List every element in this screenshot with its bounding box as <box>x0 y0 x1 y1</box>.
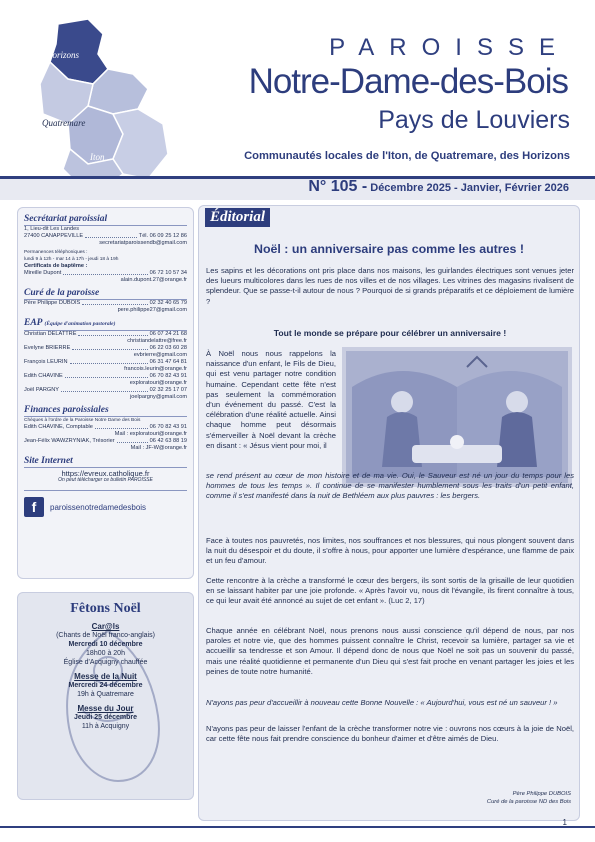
editorial-paragraph-4: Cette rencontre à la crèche a transformé le cœur des bergers, ils sont sortis de la grisaille de leur quotidien en se laissant habiter par une joie profonde. « Après l'avoir vu, nous dit l'évangile, ils firent connaître à tous, ce qui leur avait été annoncé au sujet de cet enfant ». (Luc 2, 17) <box>206 576 574 606</box>
finances-row-2 <box>24 438 187 445</box>
map-label-horizons: Horizons <box>46 50 80 60</box>
event-title: Messe du Jour <box>77 704 134 713</box>
event-detail: Mercredi 10 décembre <box>68 641 143 648</box>
finances-note: Chèques à l'ordre de la Paroisse Notre Dame des Bois <box>24 418 141 423</box>
eap-member-phone: 06 70 82 43 91 <box>149 373 187 379</box>
secretariat-address-row <box>24 233 187 240</box>
baptism-title: Certificats de baptême : <box>24 263 88 269</box>
eap-member-email[interactable]: francois.leurin@orange.fr <box>124 366 187 372</box>
eap-member-name: François LEURIN <box>24 359 68 365</box>
eap-member-name: Évelyne BRIERRE <box>24 345 71 351</box>
event-detail: Jeudi 25 décembre <box>73 714 138 721</box>
eap-member-email[interactable]: joelpargny@gmail.com <box>130 394 187 400</box>
eap-member-email[interactable]: evbrierre@gmail.com <box>133 352 187 358</box>
accountant-phone: 06 70 82 43 91 <box>149 424 187 430</box>
editorial-paragraph-5: Chaque année en célébrant Noël, nous prenons nous aussi conscience qu'il dépend de nous, par nos paroles et notre vie, que des hommes puissent connaître le Christ, recevoir sa lumière, partager sa vie et accueillir sa tendresse et son Amour. Il dépend donc de nous que Noël ne soit pas un souvenir du passé, mais une réalité quotidienne et permanente d'un Dieu qui s'est fait proche en venant partager les joies et les peines de toute notre humanité. <box>206 626 574 676</box>
facebook-icon: f <box>24 497 44 517</box>
secretariat-email[interactable]: secretariatparoissendb@gmail.com <box>99 240 187 246</box>
finances-row-1 <box>24 424 187 431</box>
event-title: Messe de la Nuit <box>74 672 137 681</box>
cure-title: Curé de la paroisse <box>24 288 187 300</box>
editorial-signature-name: Père Philippe DUBOIS <box>512 791 571 797</box>
site-url-link[interactable]: https://evreux.catholique.fr <box>61 469 150 478</box>
editorial-headline: Noël : un anniversaire pas comme les autres ! <box>254 242 524 256</box>
issue-info <box>308 178 569 196</box>
baptism-phone: 06 72 10 57 34 <box>149 270 187 276</box>
footer-rule <box>0 826 595 828</box>
event-detail: Mercredi 24 décembre <box>68 682 143 689</box>
christmas-events <box>18 622 193 731</box>
facebook-label: paroissenotredamedesbois <box>50 502 147 512</box>
site-title: Site Internet <box>24 456 187 468</box>
eap-member-row <box>24 387 187 394</box>
eap-member-row <box>24 359 187 366</box>
map-label-quatremare: Quatremare <box>42 118 86 128</box>
eap-member-phone: 06 31 47 64 81 <box>149 359 187 365</box>
parish-map-logo <box>28 14 188 194</box>
site-note: On peut télécharger ce bulletin PAROISSE <box>58 477 153 483</box>
editorial-label: Éditorial <box>205 208 270 227</box>
parish-name: Notre-Dame-des-Bois <box>248 62 568 101</box>
editorial-paragraph-7: N'ayons pas peur de laisser l'enfant de la crèche transformer notre vie : ouvrons nos cœurs à la joie de Noël, car cette fête nous fait prendre conscience du bonheur d'aimer et d'être aimés de Dieu. <box>206 724 574 744</box>
page-number: 1 <box>562 818 567 827</box>
cure-row <box>24 300 187 307</box>
editorial-paragraph-2b <box>206 471 574 502</box>
eap-title-text: EAP <box>24 318 43 328</box>
editorial-subhead: Tout le monde se prépare pour célébrer un anniversaire ! <box>273 328 507 338</box>
baptism-email[interactable]: alain.dupont.27@orange.fr <box>120 277 187 283</box>
editorial-paragraph-1: Les sapins et les décorations ont pris place dans nos maisons, les guirlandes électriques sont venues jeter des lueurs multicolores dans les rues de nos villes et de nos villages. Les vitrines des magasins rivalisent de splendeur. Que se passe-t-il autour de nous ? Pourquoi de si grands préparatifs et ce déploiement de lumière ? <box>206 266 574 306</box>
editorial-paragraph-2b-text: se rend présent au cœur de mon histoire et de ma vie. Oui, le Sauveur est né un jour du temps pour les hommes de tous les temps ». Il continue de se manifester humblement sous les traits d'un petit enfant, comme il s'est manifesté dans la nuit de Bethléem aux plus pauvres : les bergers. <box>206 471 574 501</box>
accountant-name: Edith CHAVINE, Comptable <box>24 424 93 430</box>
paroisse-title: PAROISSE <box>329 34 570 61</box>
facebook-link[interactable] <box>24 490 187 517</box>
eap-member-email[interactable]: christiandelattre@free.fr <box>127 338 187 344</box>
christmas-events-panel <box>17 592 194 800</box>
eap-member-row <box>24 331 187 338</box>
editorial-paragraph-6 <box>206 698 574 708</box>
eap-member-name: Edith CHAVINE <box>24 373 63 379</box>
event-detail: 19h à Quatremare <box>77 691 134 698</box>
treasurer-name: Jean-Félix WAWZRYNIAK, Trésorier <box>24 438 115 444</box>
cure-email[interactable]: pere.philippe27@gmail.com <box>117 307 187 313</box>
contacts-panel <box>17 207 194 579</box>
permanence-title: Permanences téléphoniques : <box>24 250 88 255</box>
region-name: Pays de Louviers <box>378 106 570 134</box>
eap-member-phone: 02 32 25 17 07 <box>149 387 187 393</box>
treasurer-phone: 06 42 63 88 19 <box>149 438 187 444</box>
eap-member-phone: 06 22 03 60 28 <box>149 345 187 351</box>
eap-member-name: Christian DELATTRE <box>24 331 77 337</box>
baptism-contact: Mireille Dupont <box>24 270 62 276</box>
event-detail: (Chants de Noël franco-anglais) <box>56 632 155 639</box>
eap-member-phone: 06 07 24 21 68 <box>149 331 187 337</box>
eap-title <box>24 318 187 331</box>
event-detail: 11h à Acquigny <box>81 723 130 730</box>
permanence-hours: lundi 9 à 12h - mar 14 à 17h - jeudi 18 à 19h <box>24 257 119 262</box>
editorial-paragraph-2a: À Noël nous nous rappelons la naissance d'un enfant, le Fils de Dieu, qui est venu partager notre condition humaine. Cependant cette fête n'est pas seulement la commémoration d'un événement du passé. C'est la célébration d'une réalité actuelle. Ainsi chaque homme peut désormais s'émerveiller à Noël devant la crèche en disant : « Jésus vient pour moi, il <box>206 349 336 450</box>
issue-dates: Décembre 2025 - Janvier, Février 2026 <box>370 182 569 194</box>
map-label-iton: Iton <box>90 152 105 162</box>
accountant-email[interactable]: Mail : exploratouri@orange.fr <box>114 431 187 437</box>
finances-title: Finances paroissiales <box>24 405 187 417</box>
eap-list <box>24 331 187 401</box>
christmas-title: Fêtons Noël <box>70 601 141 616</box>
issue-number: N° 105 - <box>308 178 368 195</box>
cure-phone: 02 32 40 65 79 <box>149 300 187 306</box>
event-detail: 18h00 à 20h <box>86 650 125 657</box>
editorial-paragraph-6-text: N'ayons pas peur d'accueillir à nouveau cette Bonne Nouvelle : « Aujourd'hui, vous est né un sauveur ! » <box>206 698 558 707</box>
event-title: Car@ls <box>91 622 120 631</box>
communities-line: Communautés locales de l'Iton, de Quatremare, des Horizons <box>244 150 570 162</box>
secretariat-address-1: 1, Lieu-dit Les Landes <box>24 226 80 232</box>
cure-name: Père Philippe DUBOIS <box>24 300 81 306</box>
eap-member-email[interactable]: exploratouri@orange.fr <box>129 380 187 386</box>
eap-subtitle: (Équipe d'animation pastorale) <box>44 321 116 327</box>
secretariat-phone: Tél. 06 09 25 12 86 <box>138 233 187 239</box>
baptism-row <box>24 270 187 277</box>
event-detail: Église d'Acquigny chauffée <box>63 659 148 666</box>
secretariat-title: Secrétariat paroissial <box>24 214 187 226</box>
nativity-painting-image <box>342 347 572 487</box>
eap-member-name: Joël PARGNY <box>24 387 60 393</box>
eap-member-row <box>24 373 187 380</box>
editorial-paragraph-3: Face à toutes nos pauvretés, nos limites, nos souffrances et nos blessures, qui nous plongent souvent dans la nuit du désespoir et du doute, il s'offre à nous, pour apporter une lumière d'espérance, une flamme de paix et un feu d'amour. <box>206 536 574 566</box>
secretariat-address-2: 27400 CANAPPEVILLE <box>24 233 84 239</box>
eap-member-row <box>24 345 187 352</box>
editorial-signature-role: Curé de la paroisse ND des Bois <box>486 799 571 805</box>
treasurer-email[interactable]: Mail : JF-W@orange.fr <box>130 445 187 451</box>
